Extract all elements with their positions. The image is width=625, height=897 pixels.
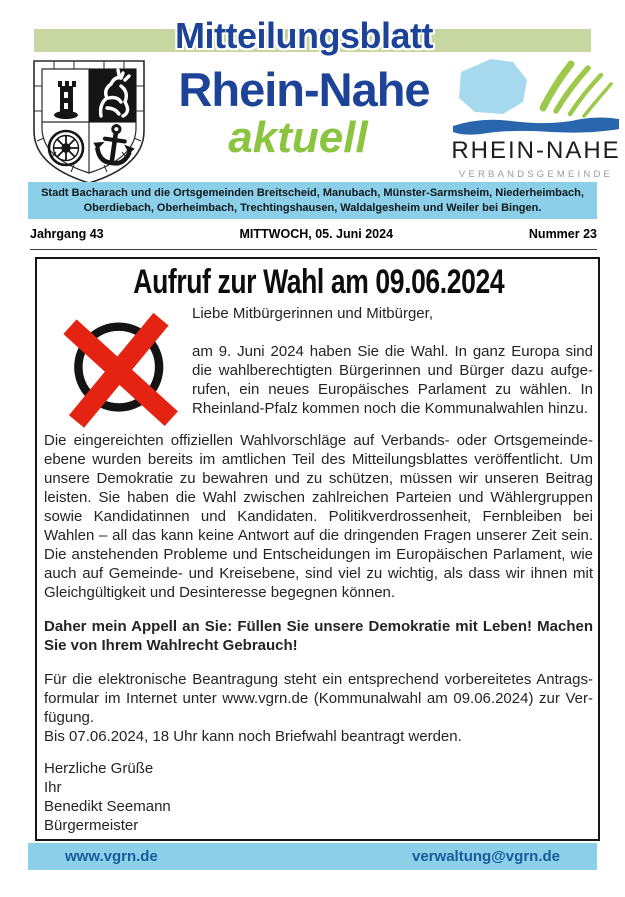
coat-of-arms-icon [29, 56, 149, 187]
article-paragraph-form: Für die elektronische Beantragung steht ein entsprechend vorbereitetes Antragsformular im Internet unter www.vgrn.de (Kommunalwahl am 09.06.2024) zur Verfügung. [44, 671, 593, 726]
logo-river-wave [453, 118, 619, 135]
email-link[interactable]: verwaltung@vgrn.de [412, 848, 560, 865]
issue-info-row [30, 227, 597, 241]
logo-subtitle: VERBANDSGEMEINDE [458, 169, 614, 180]
article-appeal: Daher mein Appell an Sie: Füllen Sie unsere Demokratie mit Leben! Machen Sie von Ihrem Wahlrecht Gebrauch! [44, 618, 593, 654]
website-link[interactable]: www.vgrn.de [65, 848, 158, 865]
logo-wordmark: RHEIN-NAHE [451, 137, 621, 164]
closing-line: Ihr [44, 779, 62, 796]
lion-emblem [89, 69, 136, 122]
closing-line: Benedikt Seemann [44, 798, 171, 815]
newsletter-title: Rhein-Nahe [178, 63, 430, 116]
issue-volume: Jahrgang 43 [30, 227, 104, 241]
article-headline-text: Aufruf zur Wahl am 09.06.2024 [133, 263, 504, 301]
divider-rule [30, 249, 597, 250]
article-election-call [35, 257, 600, 841]
municipalities-line-1: Stadt Bacharach und die Ortsgemeinden Breitscheid, Manubach, Münster-Sarmsheim, Niederheimbach, [41, 187, 584, 199]
article-closing [44, 759, 593, 835]
logo-region-shape [459, 59, 527, 114]
closing-line: Bürgermeister [44, 817, 139, 834]
article-greeting: Liebe Mitbürgerinnen und Mitbürger, [192, 305, 433, 322]
masthead-label: Mitteilungsblatt [175, 15, 433, 56]
footer-bar [28, 843, 597, 870]
article-paragraph-main: Die eingereichten offiziellen Wahlvorschläge auf Verbands- oder Ortsgemeindeebene wurden bereits im amtlichen Teil des Mitteilungsblattes veröffentlicht. Um unsere Demokratie zu bewahren und zu schützen, müssen wir unseren Beitrag leisten. Sie haben die Wahl zwischen zahlreichen Parteien und Wählergruppen sowie Kandidatinnen und Kandidaten. Politikverdrossenheit, Fernbleiben bei Wahlen – all das kann keine Antwort auf die dringenden Fragen unserer Zeit sein. Die anstehenden Probleme und Entscheidungen im Europäischen Parlament, wie auch auf Gemeinde- und Kreisebene, sind viel zu wichtig, als dass wir ihnen mit Gleichgültigkeit und Desinteresse begegnen können. [44, 432, 593, 601]
newsletter-subtitle: aktuell [228, 113, 368, 162]
wheel-emblem [49, 131, 83, 165]
article-paragraph-intro: am 9. Juni 2024 haben Sie die Wahl. In ganz Europa sind die wahlberechtigten Bürgerinnen und Bürger dazu aufgerufen, ein neues Europäisches Parlament zu wählen. In Rheinland-Pfalz kommen noch die Kommunalwahlen hinzu. [192, 343, 593, 417]
article-paragraph-deadline: Bis 07.06.2024, 18 Uhr kann noch Briefwahl beantragt werden. [44, 728, 462, 745]
article-headline [44, 263, 593, 301]
issue-number: Nummer 23 [528, 227, 597, 241]
logo-vine-strokes [543, 64, 611, 116]
municipalities-banner [28, 182, 597, 219]
closing-line: Herzliche Grüße [44, 760, 154, 777]
ballot-cross-icon [49, 307, 181, 429]
article-body [44, 304, 593, 835]
municipalities-line-2: Oberdiebach, Oberheimbach, Trechtingshausen, Waldalgesheim und Weiler bei Bingen. [83, 201, 542, 214]
verbandsgemeinde-logo [451, 56, 621, 183]
issue-date: MITTWOCH, 05. Juni 2024 [239, 227, 394, 241]
